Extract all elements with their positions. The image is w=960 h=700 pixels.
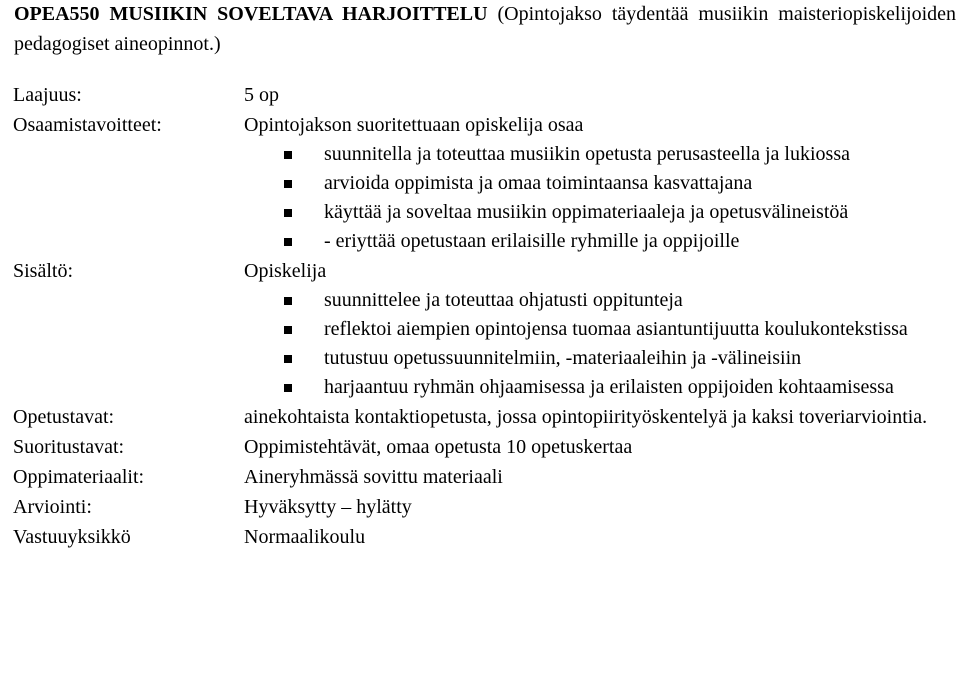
label-laajuus: Laajuus: <box>13 84 82 106</box>
sisalto-intro: Opiskelija <box>244 260 327 282</box>
label-osaamistavoitteet: Osaamistavoitteet: <box>13 114 162 136</box>
label-arviointi: Arviointi: <box>13 496 92 518</box>
list-item: käyttää ja soveltaa musiikin oppimateriaaleja ja opetusvälineistöä <box>244 198 950 227</box>
list-item: harjaantuu ryhmän ohjaamisessa ja erilaisten oppijoiden kohtaamisessa <box>244 373 950 402</box>
value-sisalto <box>240 256 950 402</box>
row-suoritustavat <box>0 432 960 462</box>
value-arviointi: Hyväksytty – hylätty <box>244 496 412 518</box>
row-oppimateriaalit <box>0 462 960 492</box>
course-code: OPEA550 MUSIIKIN SOVELTAVA HARJOITTELU <box>14 3 488 25</box>
list-item: tutustuu opetussuunnitelmiin, -materiaaleihin ja -välineisiin <box>244 344 950 373</box>
row-laajuus <box>0 80 960 110</box>
value-oppimateriaalit: Aineryhmässä sovittu materiaali <box>244 466 503 488</box>
label-sisalto: Sisältö: <box>13 260 74 282</box>
course-details <box>0 80 960 552</box>
value-suoritustavat: Oppimistehtävät, omaa opetusta 10 opetuskertaa <box>244 436 633 458</box>
label-opetustavat: Opetustavat: <box>13 406 115 428</box>
label-oppimateriaalit: Oppimateriaalit: <box>13 466 145 488</box>
course-description: (Opintojakso täydentää musiikin maisteriopiskelijoiden pedagogiset aineopinnot.) <box>14 3 957 55</box>
list-item: suunnitella ja toteuttaa musiikin opetusta perusasteella ja lukiossa <box>244 140 950 169</box>
row-sisalto <box>0 256 960 402</box>
row-arviointi <box>0 492 960 522</box>
value-laajuus: 5 op <box>244 84 279 106</box>
row-osaamistavoitteet <box>0 110 960 256</box>
course-title <box>14 0 956 59</box>
label-vastuuyksikko: Vastuuyksikkö <box>13 526 131 548</box>
row-vastuuyksikko <box>0 522 960 552</box>
label-suoritustavat: Suoritustavat: <box>13 436 125 458</box>
osaamis-intro: Opintojakson suoritettuaan opiskelija osaa <box>244 114 584 136</box>
list-item: reflektoi aiempien opintojensa tuomaa asiantuntijuutta koulukontekstissa <box>244 315 950 344</box>
row-opetustavat <box>0 402 960 432</box>
list-item: - eriyttää opetustaan erilaisille ryhmille ja oppijoille <box>244 227 950 256</box>
value-osaamistavoitteet <box>240 110 950 256</box>
value-vastuuyksikko: Normaalikoulu <box>244 526 366 548</box>
list-item: suunnittelee ja toteuttaa ohjatusti oppitunteja <box>244 286 950 315</box>
value-opetustavat: ainekohtaista kontaktiopetusta, jossa opintopiirityöskentelyä ja kaksi toveriarviointia. <box>244 406 928 428</box>
list-item: arvioida oppimista ja omaa toimintaansa kasvattajana <box>244 169 950 198</box>
